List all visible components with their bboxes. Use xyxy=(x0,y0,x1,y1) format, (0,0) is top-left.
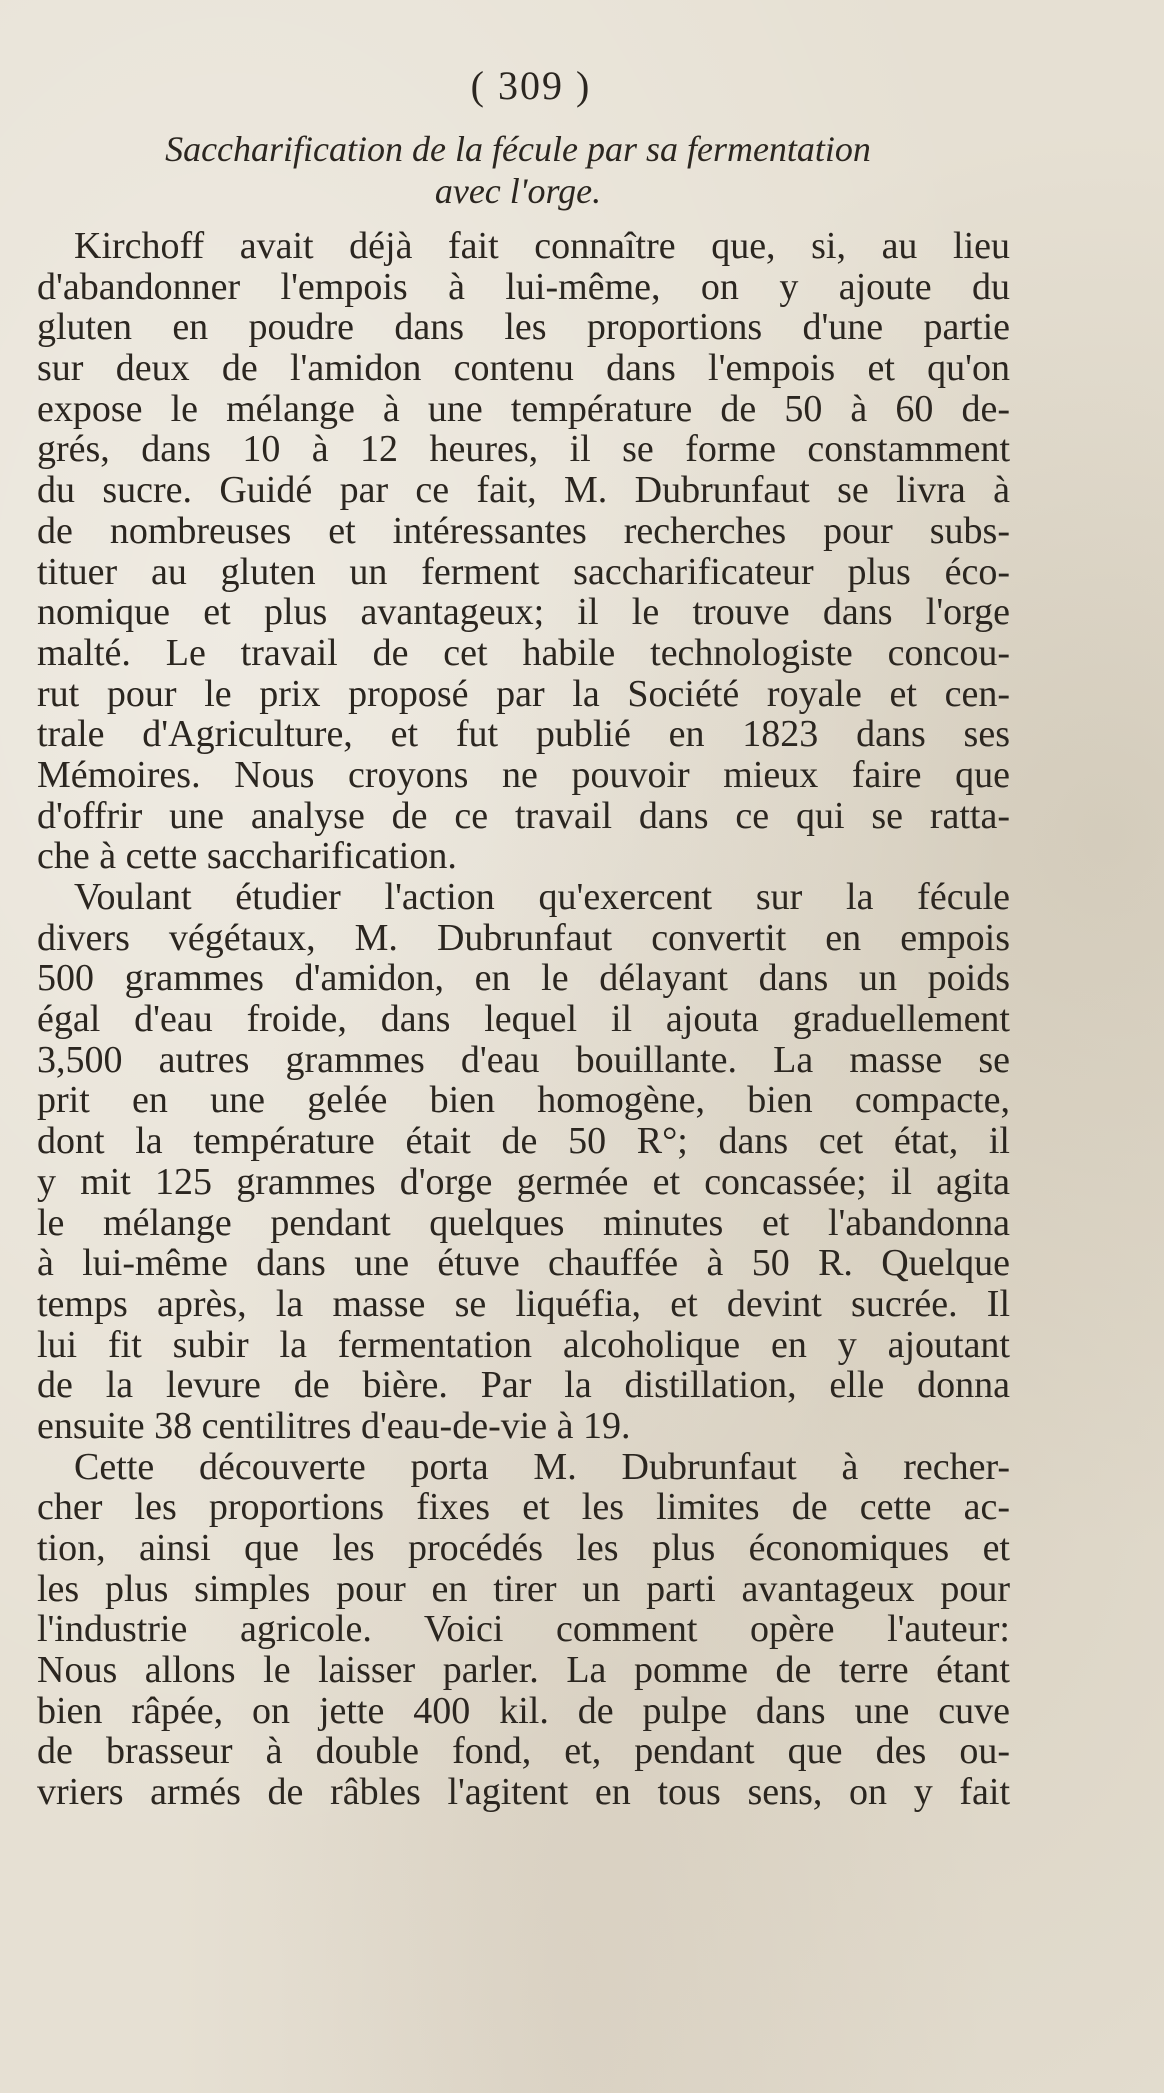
text-line xyxy=(37,1609,1010,1650)
text-line-content: Mémoires. Nous croyons ne pouvoir mieux faire que xyxy=(37,753,1010,796)
text-line-content: y mit 125 grammes d'orge germée et concassée; il agita xyxy=(37,1160,1010,1203)
text-line xyxy=(37,592,1010,633)
text-line xyxy=(37,552,1010,593)
paragraph xyxy=(37,226,1010,877)
text-line xyxy=(37,1487,1010,1528)
text-line-content: d'abandonner l'empois à lui-même, on y ajoute du xyxy=(37,265,1010,308)
text-line-content: nomique et plus avantageux; il le trouve dans l'orge xyxy=(37,591,1010,634)
text-line-content: ensuite 38 centilitres d'eau-de-vie à 19. xyxy=(37,1404,631,1447)
text-line xyxy=(37,1772,1010,1813)
text-line-content: bien râpée, on jette 400 kil. de pulpe dans une cuve xyxy=(37,1689,1010,1732)
text-line xyxy=(37,389,1010,430)
text-line-content: à lui-même dans une étuve chauffée à 50 R. Quelque xyxy=(37,1242,1010,1285)
text-line-content: temps après, la masse se liquéfia, et devint sucrée. Il xyxy=(37,1282,1010,1325)
text-line xyxy=(37,958,1010,999)
text-line-content: lui fit subir la fermentation alcoholique en y ajoutant xyxy=(37,1323,1010,1366)
text-line xyxy=(37,307,1010,348)
text-line xyxy=(37,877,1010,918)
text-line xyxy=(37,1243,1010,1284)
text-line-content: Nous allons le laisser parler. La pomme de terre étant xyxy=(37,1649,1010,1692)
text-line-content: che à cette saccharification. xyxy=(37,835,457,878)
text-line-content: égal d'eau froide, dans lequel il ajouta graduellement xyxy=(37,998,1010,1041)
text-line-content: du sucre. Guidé par ce fait, M. Dubrunfaut se livra à xyxy=(37,469,1010,512)
text-line xyxy=(37,836,1010,877)
text-line xyxy=(37,1650,1010,1691)
text-line-content: divers végétaux, M. Dubrunfaut convertit en empois xyxy=(37,916,1010,959)
body-text xyxy=(37,226,1010,1813)
text-line-content: de brasseur à double fond, et, pendant que des ou- xyxy=(37,1730,1010,1773)
text-line xyxy=(37,429,1010,470)
text-line xyxy=(37,1731,1010,1772)
text-line xyxy=(37,470,1010,511)
text-line xyxy=(37,348,1010,389)
text-line-content: les plus simples pour en tirer un parti avantageux pour xyxy=(37,1567,1010,1610)
text-line xyxy=(37,674,1010,715)
text-line-content: cher les proportions fixes et les limites de cette ac- xyxy=(37,1486,1010,1529)
text-line xyxy=(37,1325,1010,1366)
text-line-content: de nombreuses et intéressantes recherches pour subs- xyxy=(37,509,1010,552)
section-title: Saccharification de la fécule par sa fermentation xyxy=(165,129,871,169)
text-line-content: le mélange pendant quelques minutes et l'abandonna xyxy=(37,1201,1010,1244)
text-line-content: rut pour le prix proposé par la Société royale et cen- xyxy=(37,672,1010,715)
paragraph xyxy=(37,877,1010,1447)
text-line-content: dont la température était de 50 R°; dans cet état, il xyxy=(37,1120,1010,1163)
text-line-content: Cette découverte porta M. Dubrunfaut à recher- xyxy=(74,1445,1010,1488)
text-line xyxy=(37,1365,1010,1406)
text-line-content: d'offrir une analyse de ce travail dans ce qui se ratta- xyxy=(37,794,1010,837)
text-line xyxy=(37,1162,1010,1203)
paragraph xyxy=(37,1447,1010,1813)
text-line xyxy=(37,1691,1010,1732)
text-line xyxy=(37,714,1010,755)
text-line-content: 3,500 autres grammes d'eau bouillante. La masse se xyxy=(37,1038,1010,1081)
text-line xyxy=(37,918,1010,959)
text-line-content: trale d'Agriculture, et fut publié en 1823 dans ses xyxy=(37,713,1010,756)
text-line-content: l'industrie agricole. Voici comment opère l'auteur: xyxy=(37,1608,1010,1651)
text-line xyxy=(37,1040,1010,1081)
section-title-continued: avec l'orge. xyxy=(434,171,602,211)
text-line-content: Voulant étudier l'action qu'exercent sur la fécule xyxy=(74,876,1010,918)
text-line xyxy=(37,1203,1010,1244)
text-line-content: prit en une gelée bien homogène, bien compacte, xyxy=(37,1079,1010,1122)
page-number: ( 309 ) xyxy=(470,63,592,108)
text-line xyxy=(37,511,1010,552)
text-line-content: de la levure de bière. Par la distillation, elle donna xyxy=(37,1364,1010,1407)
text-line-content: 500 grammes d'amidon, en le délayant dans un poids xyxy=(37,957,1010,1000)
text-line-content: expose le mélange à une température de 50 à 60 de- xyxy=(37,387,1010,430)
text-line-content: gluten en poudre dans les proportions d'une partie xyxy=(37,306,1010,349)
text-line xyxy=(37,1406,1010,1447)
text-line-content: tion, ainsi que les procédés les plus économiques et xyxy=(37,1527,1010,1569)
text-line-content: malté. Le travail de cet habile technologiste concou- xyxy=(37,631,1010,674)
text-line xyxy=(37,1121,1010,1162)
text-line xyxy=(37,1569,1010,1610)
text-line-content: vriers armés de râbles l'agitent en tous sens, on y fait xyxy=(37,1771,1010,1814)
text-line-content: tituer au gluten un ferment saccharificateur plus éco- xyxy=(37,550,1010,593)
text-line xyxy=(37,755,1010,796)
text-line xyxy=(37,999,1010,1040)
text-line xyxy=(37,1447,1010,1488)
text-line xyxy=(37,633,1010,674)
text-line xyxy=(37,267,1010,308)
text-line-content: sur deux de l'amidon contenu dans l'empois et qu'on xyxy=(37,347,1010,390)
text-line xyxy=(37,1284,1010,1325)
text-line xyxy=(37,1528,1010,1569)
text-line xyxy=(37,226,1010,267)
text-line xyxy=(37,796,1010,837)
text-line xyxy=(37,1080,1010,1121)
text-line-content: Kirchoff avait déjà fait connaître que, si, au lieu xyxy=(74,225,1010,267)
text-line-content: grés, dans 10 à 12 heures, il se forme constamment xyxy=(37,428,1010,471)
